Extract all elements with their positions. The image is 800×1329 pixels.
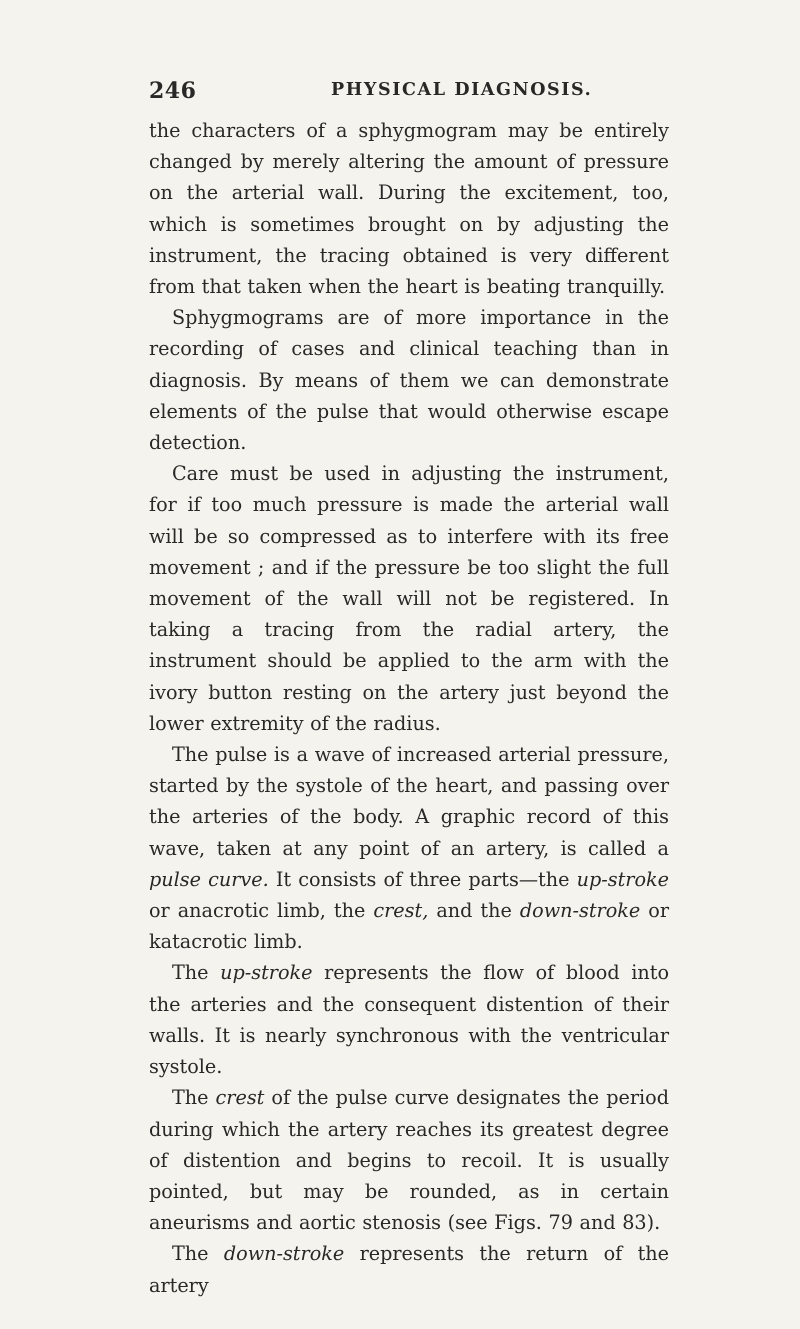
italic-term: down-stroke [223,1242,345,1266]
text-run: The [172,1242,224,1266]
text-run: or katacrotic limb. [149,899,669,954]
text-run: The [172,961,221,985]
text-run: The pulse is a wave of increased arterial pressure, started by the systole of the heart, and passing over the arteries of the body. A graphic record of this wave, taken at any point of an artery, is called a [149,743,669,860]
text-run: represents the flow of blood into the arteries and the consequent distention of their walls. It is nearly synchronous with the ventricular systole. [149,961,669,1079]
paragraph [149,115,669,302]
paragraph [149,739,669,957]
text-run: Sphygmograms are of more importance in the recording of cases and clinical teaching than in diagnosis. By means of them we can demonstrate elements of the pulse that would otherwise escape detection. [149,306,669,455]
paragraph [149,1082,669,1238]
text-run: represents the return of the artery [149,1242,669,1297]
text-run: and the [428,899,520,923]
running-title: PHYSICAL DIAGNOSIS. [331,80,593,100]
italic-term: crest [215,1086,265,1110]
paragraph [149,302,669,458]
running-head [149,78,669,108]
text-run: or anacrotic limb, the [149,899,374,923]
italic-term: pulse curve. [149,867,269,891]
text-run: the characters of a sphygmogram may be entirely changed by merely altering the amount of pressure on the arterial wall. During the excitement, too, which is sometimes brought on by adjusting the instrument, the tracing obtained is very different from that taken when the heart is beating tranquilly. [149,119,669,299]
paragraph [149,1238,669,1300]
paragraph [149,458,669,739]
text-run: of the pulse curve designates the period during which the artery reaches its greatest degree of distention and begins to recoil. It is usually pointed, but may be rounded, as in certain aneurisms and aortic stenosis (see Figs. 79 and 83). [149,1086,669,1235]
italic-term: down-stroke [519,899,641,923]
page-number: 246 [149,78,197,104]
italic-term: up-stroke [220,961,313,985]
text-run: The [172,1086,216,1110]
italic-term: up-stroke [576,867,669,891]
paragraph [149,957,669,1082]
text-run: Care must be used in adjusting the instrument, for if too much pressure is made the arterial wall will be so compressed as to interfere with its free movement ; and if the pressure be too slight the full movement of the wall will not be registered. In taking a tracing from the radial artery, the instrument should be applied to the arm with the ivory button resting on the artery just beyond the lower extremity of the radius. [149,462,669,735]
text-run: It consists of three parts—the [268,867,577,891]
italic-term: crest, [373,899,429,923]
body-text [149,115,669,1301]
